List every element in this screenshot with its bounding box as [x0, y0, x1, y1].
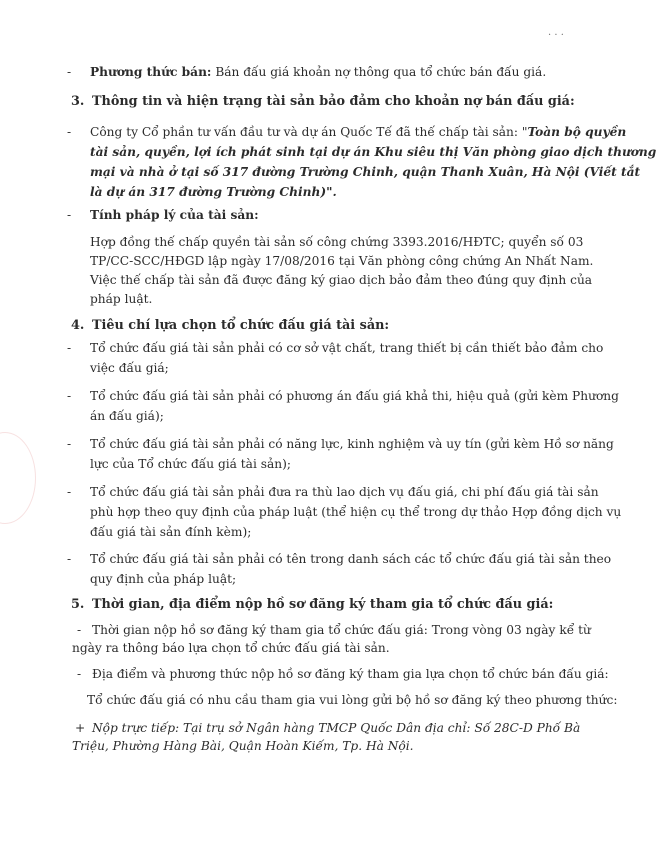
asset-paragraph-line-3: mại và nhà ở tại số 317 đường Trường Chinh, quận Thanh Xuân, Hà Nội (Viết tắt [90, 165, 641, 179]
section-5-number: 5. [71, 597, 85, 612]
method-line-1: Tổ chức đấu giá có nhu cầu tham gia vui lòng gửi bộ hồ sơ đăng ký theo phương thức: [87, 693, 618, 707]
bullet-dash: - [67, 208, 72, 222]
time-line-2: ngày ra thông báo lựa chọn tổ chức đấu giá tài sản. [72, 641, 390, 655]
legal-line-2: TP/CC-SCC/HĐGD lập ngày 17/08/2016 tại Văn phòng công chứng An Nhất Nam. [90, 254, 594, 268]
stamp-impression [0, 432, 36, 524]
criteria-4-line-3: đấu giá tài sản đính kèm); [90, 525, 252, 539]
section-3-title: Thông tin và hiện trạng tài sản bảo đảm cho khoản nợ bán đấu giá: [92, 94, 575, 109]
plus-mark: + [75, 721, 86, 735]
bullet-dash: - [67, 485, 72, 499]
submission-line-2: Triệu, Phường Hàng Bài, Quận Hoàn Kiếm, Tp. Hà Nội. [72, 739, 414, 753]
asset-paragraph-line-1 [90, 124, 626, 140]
bullet-dash: - [67, 437, 72, 451]
section-5-title: Thời gian, địa điểm nộp hồ sơ đăng ký tham gia tổ chức đấu giá: [92, 597, 554, 612]
criteria-4-line-2: phù hợp theo quy định của pháp luật (thể hiện cụ thể trong dự thảo Hợp đồng dịch vụ [90, 505, 622, 519]
sale-method-line [90, 64, 546, 80]
section-3-number: 3. [71, 94, 85, 109]
bullet-dash: - [77, 667, 82, 681]
bullet-dash: - [77, 623, 82, 637]
asset-paragraph-line-2: tài sản, quyền, lợi ích phát sinh tại dự án Khu siêu thị Văn phòng giao dịch thương [90, 145, 656, 159]
criteria-5-line-2: quy định của pháp luật; [90, 572, 237, 586]
time-line-1: Thời gian nộp hồ sơ đăng ký tham gia tổ chức đấu giá: Trong vòng 03 ngày kể từ [92, 623, 591, 637]
bullet-dash: - [67, 125, 72, 139]
legal-line-1: Hợp đồng thế chấp quyền tài sản số công chứng 3393.2016/HĐTC; quyển số 03 [90, 235, 584, 249]
section-4-title: Tiêu chí lựa chọn tổ chức đấu giá tài sản: [92, 318, 390, 333]
bullet-dash: - [67, 389, 72, 403]
asset-paragraph-line-4: là dự án 317 đường Trường Chinh)". [90, 185, 337, 199]
sale-method-text: Bán đấu giá khoản nợ thông qua tổ chức bán đấu giá. [215, 65, 547, 79]
legal-line-3: Việc thế chấp tài sản đã được đăng ký giao dịch bảo đảm theo đúng quy định của [90, 273, 593, 287]
criteria-2-line-2: án đấu giá); [90, 409, 164, 423]
criteria-1-line-1: Tổ chức đấu giá tài sản phải có cơ sở vật chất, trang thiết bị cần thiết bảo đảm cho [90, 341, 604, 355]
location-line-1: Địa điểm và phương thức nộp hồ sơ đăng ký tham gia lựa chọn tổ chức bán đấu giá: [92, 667, 609, 681]
criteria-5-line-1: Tổ chức đấu giá tài sản phải có tên trong danh sách các tổ chức đấu giá tài sản theo [90, 552, 612, 566]
asset-name-start: Toàn bộ quyền [527, 125, 627, 139]
bullet-dash: - [67, 65, 72, 79]
criteria-3-line-2: lực của Tổ chức đấu giá tài sản); [90, 457, 291, 471]
section-4-number: 4. [71, 318, 85, 333]
criteria-1-line-2: việc đấu giá; [90, 361, 169, 375]
criteria-2-line-1: Tổ chức đấu giá tài sản phải có phương án đấu giá khả thi, hiệu quả (gửi kèm Phương [90, 389, 619, 403]
criteria-3-line-1: Tổ chức đấu giá tài sản phải có năng lực, kinh nghiệm và uy tín (gửi kèm Hồ sơ năng [90, 437, 614, 451]
corner-marks: · · · [548, 30, 564, 41]
bullet-dash: - [67, 552, 72, 566]
legal-status-label: Tính pháp lý của tài sản: [90, 208, 259, 222]
submission-line-1: Nộp trực tiếp: Tại trụ sở Ngân hàng TMCP Quốc Dân địa chỉ: Số 28C-D Phố Bà [92, 721, 581, 735]
legal-line-4: pháp luật. [90, 292, 153, 306]
bullet-dash: - [67, 341, 72, 355]
criteria-4-line-1: Tổ chức đấu giá tài sản phải đưa ra thù lao dịch vụ đấu giá, chi phí đấu giá tài sản [90, 485, 599, 499]
sale-method-label: Phương thức bán: [90, 65, 212, 79]
asset-intro-text: Công ty Cổ phần tư vấn đầu tư và dự án Quốc Tế đã thế chấp tài sản: " [90, 125, 528, 139]
